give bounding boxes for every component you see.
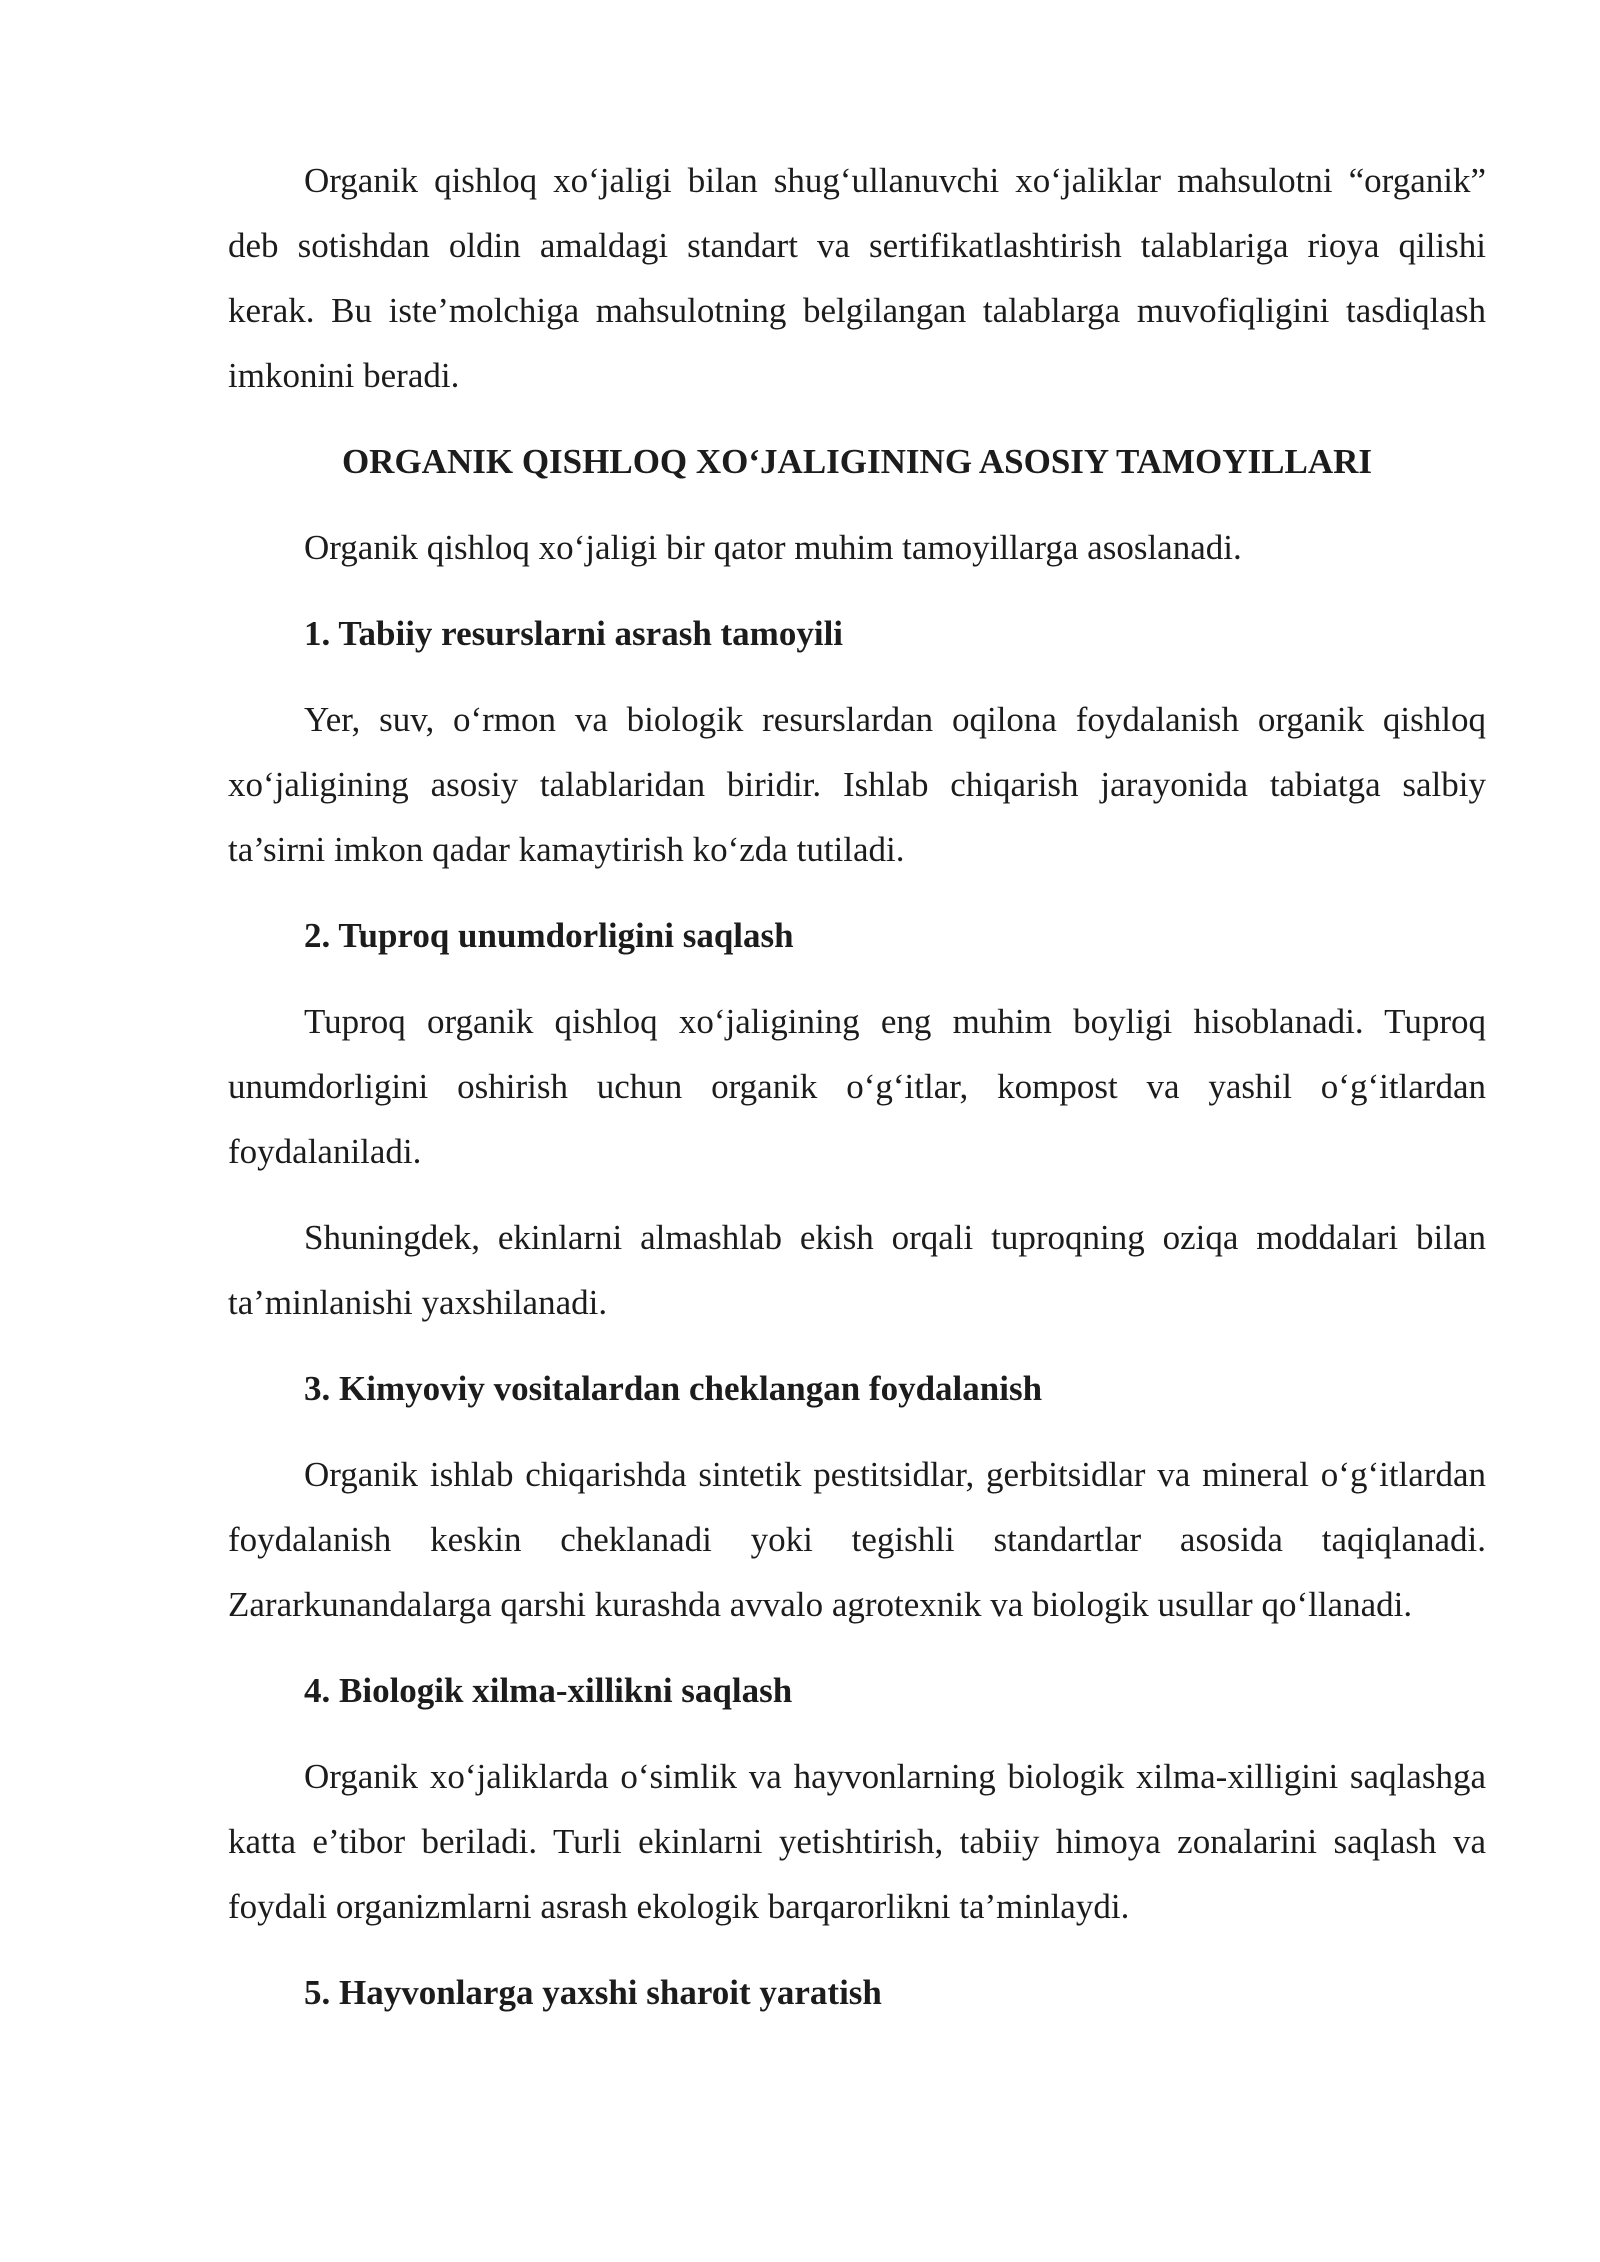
- section-3-paragraph: Organik ishlab chiqarishda sintetik pestitsidlar, gerbitsidlar va mineral o‘g‘itlardan foydalanish keskin cheklanadi yoki tegishli standartlar asosida taqiqlanadi. Zararkunandalarga qarshi kurashda avvalo agrotexnik va biologik usullar qo‘llanadi.: [228, 1455, 1486, 1624]
- section-heading-1: 1. Tabiiy resurslarni asrash tamoyili: [304, 614, 844, 653]
- document-title: ORGANIK QISHLOQ XO‘JALIGINING ASOSIY TAMOYILLARI: [341, 442, 1373, 481]
- section-heading-3: 3. Kimyoviy vositalardan cheklangan foydalanish: [304, 1369, 1043, 1408]
- section-2-paragraph-1: Tuproq organik qishloq xo‘jaligining eng muhim boyligi hisoblanadi. Tuproq unumdorligini oshirish uchun organik o‘g‘itlar, kompost va yashil o‘g‘itlardan foydalaniladi.: [228, 1002, 1486, 1171]
- section-heading-4: 4. Biologik xilma-xillikni saqlash: [304, 1671, 793, 1710]
- document-page: [228, 148, 1486, 2046]
- intro-paragraph: Organik qishloq xo‘jaligi bilan shug‘ullanuvchi xo‘jaliklar mahsulotni “organik” deb sotishdan oldin amaldagi standart va sertifikatlashtirish talablariga rioya qilishi kerak. Bu iste’molchiga mahsulotning belgilangan talablarga muvofiqligini tasdiqlash imkonini beradi.: [228, 161, 1486, 395]
- lead-paragraph: Organik qishloq xo‘jaligi bir qator muhim tamoyillarga asoslanadi.: [304, 528, 1242, 567]
- section-heading-5: 5. Hayvonlarga yaxshi sharoit yaratish: [304, 1973, 882, 2012]
- section-2-paragraph-2: Shuningdek, ekinlarni almashlab ekish orqali tuproqning oziqa moddalari bilan ta’minlanishi yaxshilanadi.: [228, 1218, 1486, 1322]
- section-4-paragraph: Organik xo‘jaliklarda o‘simlik va hayvonlarning biologik xilma-xilligini saqlashga katta e’tibor beriladi. Turli ekinlarni yetishtirish, tabiiy himoya zonalarini saqlash va foydali organizmlarni asrash ekologik barqarorlikni ta’minlaydi.: [228, 1757, 1486, 1926]
- section-1-paragraph: Yer, suv, o‘rmon va biologik resurslardan oqilona foydalanish organik qishloq xo‘jaligining asosiy talablaridan biridir. Ishlab chiqarish jarayonida tabiatga salbiy ta’sirni imkon qadar kamaytirish ko‘zda tutiladi.: [228, 700, 1486, 869]
- section-heading-2: 2. Tuproq unumdorligini saqlash: [304, 916, 794, 955]
